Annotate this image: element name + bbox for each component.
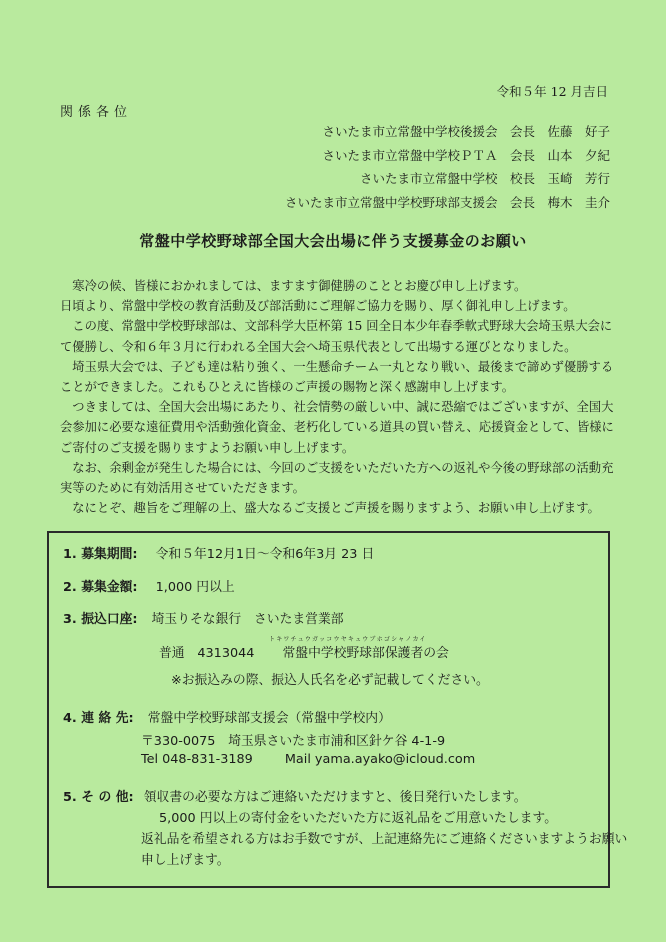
contact-phone-mail bbox=[141, 752, 475, 767]
sender-list bbox=[285, 120, 610, 214]
period-label: 1. 募集期間: bbox=[63, 547, 138, 562]
contact-label: 4. 連 絡 先: bbox=[63, 711, 134, 726]
period-value: 令和５年12月1日～令和6年3月 23 日 bbox=[155, 547, 375, 562]
other-row bbox=[63, 786, 527, 805]
contact-org: 常盤中学校野球部支援会（常盤中学校内） bbox=[147, 711, 391, 726]
account-number: 普通 4313044 bbox=[159, 646, 255, 661]
body-paragraph: なお、余剰金が発生した場合には、今回のご支援をいただいた方への返礼や今後の野球部の活動充実等のために有効活用させていただきます。 bbox=[60, 460, 614, 496]
transfer-note: ※お振込みの際、振込人氏名を必ず記載してください。 bbox=[171, 673, 489, 688]
other-line-2: 5,000 円以上の寄付金をいただいた方に返礼品をご用意いたします。 bbox=[159, 811, 557, 826]
amount-value: 1,000 円以上 bbox=[155, 580, 235, 595]
bank-label: 3. 振込口座: bbox=[63, 612, 138, 627]
amount-label: 2. 募集金額: bbox=[63, 580, 138, 595]
body-paragraph: 寒冷の候、皆様におかれましては、ますます御健勝のこととお慶び申し上げます。 bbox=[60, 279, 527, 293]
issue-date: 令和５年 12 月吉日 bbox=[496, 84, 608, 99]
contact-row bbox=[63, 707, 391, 726]
period-row bbox=[63, 543, 374, 562]
body-paragraph: 埼玉県大会では、子ども達は粘り強く、一生懸命チーム一丸となり戦い、最後まで諦めず優勝することができました。これもひとえに皆様のご声援の賜物と深く感謝申し上げます。 bbox=[60, 359, 614, 395]
account-name-furigana: トキワチュウガッコウヤキュウブホゴシャノカイ bbox=[269, 636, 427, 643]
body-paragraph: なにとぞ、趣旨をご理解の上、盛大なるご支援とご声援を賜りますよう、お願い申し上げます。 bbox=[60, 501, 600, 516]
bank-row bbox=[63, 608, 344, 627]
contact-address: 〒330-0075 埼玉県さいたま市浦和区針ケ谷 4-1-9 bbox=[141, 734, 446, 749]
bank-value: 埼玉りそな銀行 さいたま営業部 bbox=[151, 612, 344, 627]
other-label: 5. そ の 他: bbox=[63, 790, 134, 805]
donation-info-box bbox=[47, 531, 628, 888]
account-name: 常盤中学校野球部保護者の会 bbox=[282, 646, 449, 661]
other-line-4: 申し上げます。 bbox=[141, 853, 230, 868]
amount-row bbox=[63, 576, 235, 595]
sender-line: さいたま市立常盤中学校後援会 会長 佐藤 好子 bbox=[322, 124, 610, 139]
body-paragraph: 日頃より、常盤中学校の教育活動及び部活動にご理解ご協力を賜り、厚く御礼申し上げます。 bbox=[60, 299, 576, 314]
body-paragraph: つきましては、全国大会出場にあたり、社会情勢の厳しい中、誠に恐縮ではございますが、全国大会参加に必要な遠征費用や活動強化資金、老朽化している道具の買い替え、応援資金として、皆様にご寄付のご支援を賜りますようお願い申し上げます。 bbox=[60, 400, 614, 455]
contact-phone: Tel 048-831-3189 bbox=[141, 752, 253, 767]
other-line-1: 領収書の必要な方はご連絡いただけますと、後日発行いたします。 bbox=[143, 790, 527, 805]
other-line-3: 返礼品を希望される方はお手数ですが、上記連絡先にご連絡くださいますようお願い bbox=[141, 832, 628, 847]
sender-line: さいたま市立常盤中学校ＰＴＡ 会長 山本 夕紀 bbox=[322, 147, 610, 163]
contact-mail: Mail yama.ayako@icloud.com bbox=[284, 752, 476, 767]
letter-body bbox=[60, 276, 620, 518]
document-title: 常盤中学校野球部全国大会出場に伴う支援募金のお願い bbox=[139, 232, 527, 250]
sender-line: さいたま市立常盤中学校 校長 玉崎 芳行 bbox=[359, 171, 610, 186]
sender-line: さいたま市立常盤中学校野球部支援会 会長 梅木 圭介 bbox=[284, 194, 610, 210]
body-paragraph: この度、常盤中学校野球部は、文部科学大臣杯第 15 回全日本少年春季軟式野球大会埼玉県大会にて優勝し、令和６年３月に行われる全国大会へ埼玉県代表として出場する運びとなりました。 bbox=[60, 319, 613, 354]
addressee: 関係各位 bbox=[60, 105, 133, 120]
account-row bbox=[159, 642, 449, 661]
